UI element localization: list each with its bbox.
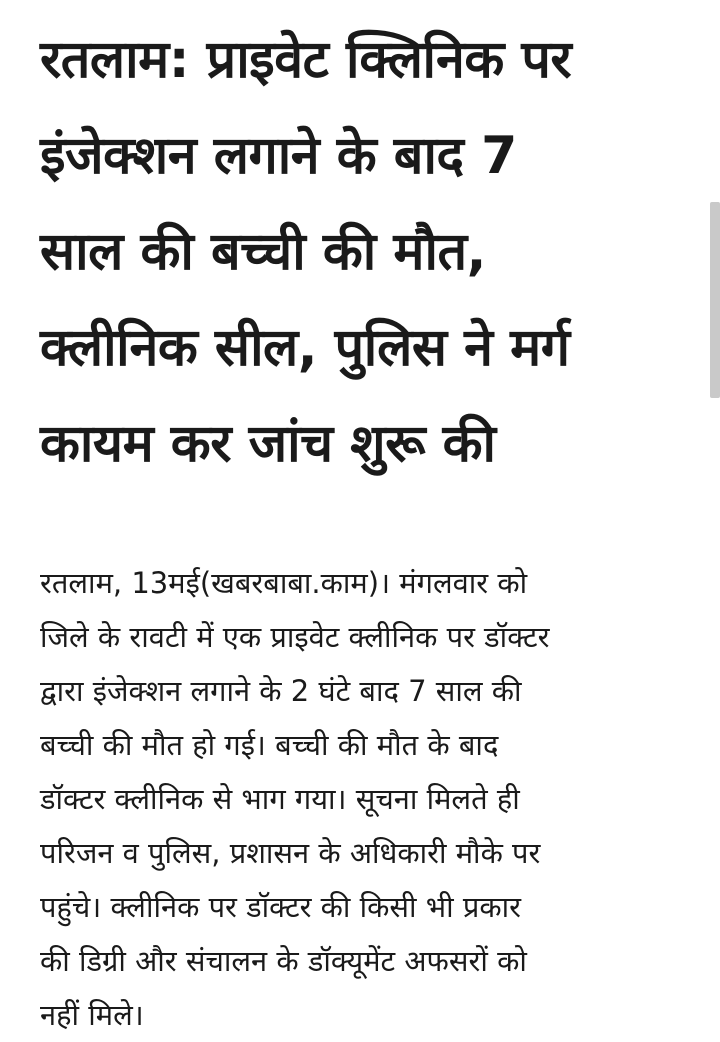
scrollbar-thumb[interactable] (710, 202, 720, 398)
headline-line-3: साल की बच्ची की मौत, (40, 222, 486, 282)
headline-line-4: क्लीनिक सील, पुलिस ने मर्ग (40, 318, 570, 378)
article (40, 0, 680, 1042)
headline-line-1: रतलाम: प्राइवेट क्लिनिक पर (40, 30, 572, 90)
body-line-4: बच्ची की मौत हो गई। बच्ची की मौत के बाद (40, 728, 499, 762)
article-body (40, 556, 680, 1042)
scrollbar[interactable] (708, 0, 720, 1027)
headline-line-5: कायम कर जांच शुरू की (40, 414, 496, 474)
body-line-2: जिले के रावटी में एक प्राइवेट क्लीनिक पर डॉक्टर (40, 620, 550, 654)
body-line-6: परिजन व पुलिस, प्रशासन के अधिकारी मौके पर (40, 836, 541, 870)
body-line-8: की डिग्री और संचालन के डॉक्यूमेंट अफसरों को (40, 944, 527, 978)
body-line-3: द्वारा इंजेक्शन लगाने के 2 घंटे बाद 7 साल की (40, 674, 522, 708)
body-line-5: डॉक्टर क्लीनिक से भाग गया। सूचना मिलते ही (40, 782, 520, 816)
headline-line-2: इंजेक्शन लगाने के बाद 7 (40, 126, 517, 186)
article-headline (40, 12, 680, 492)
body-line-7: पहुंचे। क्लीनिक पर डॉक्टर की किसी भी प्रकार (40, 890, 522, 924)
body-line-1: रतलाम, 13मई(खबरबाबा.काम)। मंगलवार को (40, 566, 528, 600)
body-line-9: नहीं मिले। (40, 998, 144, 1032)
